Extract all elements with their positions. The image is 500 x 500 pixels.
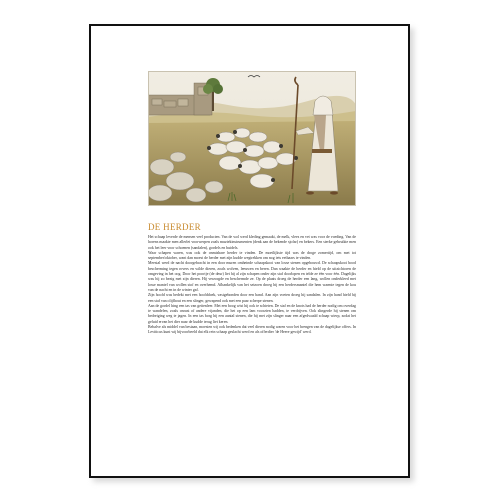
shepherd-illustration	[148, 71, 356, 206]
article-title: DE HERDER	[148, 222, 201, 232]
article-paragraph: Het schaap leverde de mensen veel producten. Van de wol werd kleding gemaakt, de melk, vlees en vet was voor de voeding. Van de horens maakte men allerlei voorwerpen zoals muziekinstrumenten (denk aan de bekende sjofar) en bekers. Een sterke gebruikte men ook het leer voor schoenen (sandalen), gordels en buidels.	[148, 235, 356, 250]
article-paragraph: Behalve als middel van bestaan, moesten wij ook bedenken dat veel dieren nodig waren voor het brengen van de dagelijkse offers. In Leviticus kunt wij bijvoorbeeld dat elk rein schaap geslacht werd en als offerdier 'de Heere gewijd' werd.	[148, 325, 356, 335]
document-page	[89, 24, 410, 478]
article-body	[148, 235, 356, 336]
article-paragraph: Zijn hoofd was bedekt met een hoofddoek, vastgebonden door een band. Aan zijn voeten droeg hij sandalen. In zijn hand hield hij een staf van olijfhout en een slinger, gewapend ook met een paar scherpe stenen.	[148, 293, 356, 303]
article-paragraph: Aan de gordel hing een tas van geitenleer. Met een boog wist hij ook te schieten. De staf en de knots had de herder nodig om overdag te wandelen, zoals onrust of andere vijanden, die het op een lam voorzien hadden, te verdrijven. Ook slingerde hij stenen om bedreiging weg te jagen. In een tas borg hij een aantal stenen, die hij met zijn slinger naar een afgedwaald schaap wierp, zodat het geluid ervan het dier naar de kudde terug liet keren.	[148, 303, 356, 324]
article-paragraph: Meestal werd de nacht doorgebracht in een door muren omheinde schaapskooi van losse stenen opgebouwd. De schaapskooi bood bescherming tegen rovers en wilde dieren, zoals wolven, leeuwen en beren. Dan waakte de herder en hield op de uitzichtoren de omgeving in het oog. Door het poortje (de deur) liet hij al zijn schapen onder zijn staf doorlopen en telde ze één voor één. Dagelijks was hij zo bezig met zijn dieren. Hij verzorgde en beschermde ze. Op de plaats droeg de herder een lang, wollen onderkleed met losse mantel van wollen stof en overhemd. Afhankelijk van het seizoen droeg hij een herdersmantel die hem warmte tegen de kou van de nacht en in de winter gaf.	[148, 261, 356, 292]
article-paragraph: Waar schapen waren, was ook de onmisbare herder te vinden. De moeilijkste tijd was de droge zomertijd, om met tot september/oktober, want dan moest de herder met zijn kudde wegtrekken om nog iets eetbaars te vinden.	[148, 250, 356, 261]
